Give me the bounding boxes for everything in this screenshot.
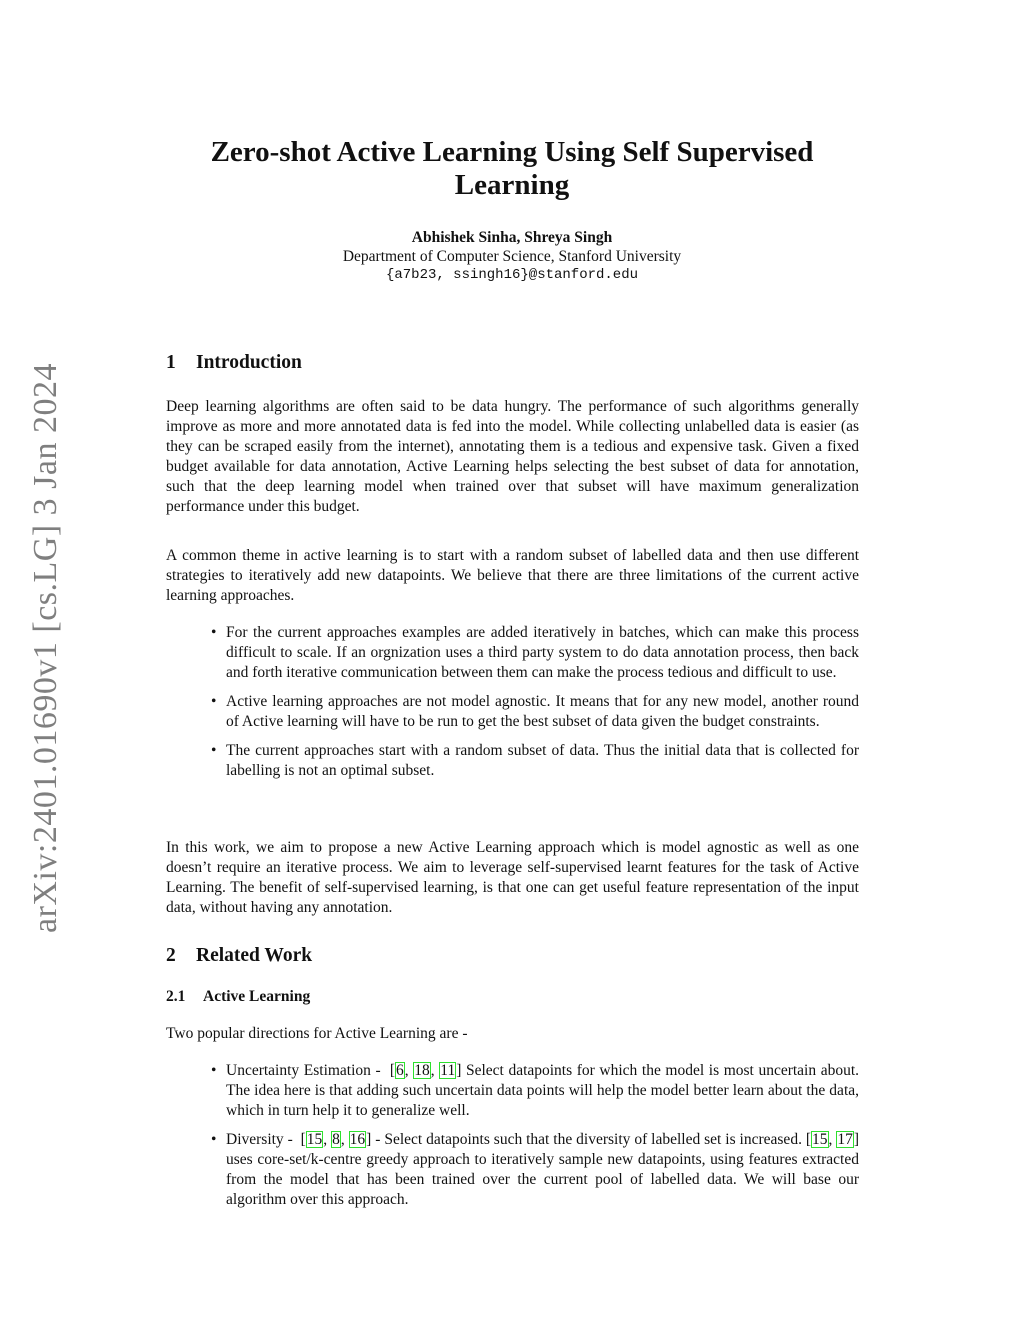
citation-link[interactable]: 6 [396,1062,404,1079]
paragraph-text: A common theme in active learning is to start with a random subset of labelled data and then use different strategies to iteratively add new datapoints. We believe that there are three limitations of the current active learning approaches. [166,547,859,604]
citation-link[interactable]: 15 [306,1131,323,1148]
related-intro [166,1024,859,1044]
intro-paragraph-1 [166,397,859,517]
section-title: Introduction [196,352,302,373]
citation-link[interactable]: 18 [414,1062,430,1079]
paragraph-text: Deep learning algorithms are often said to be data hungry. The performance of such algorithms generally improve as more and more annotated data is fed into the model. While collecting unlabelled data is easier (as they can be scraped easily from the internet), annotating them is a tedious and expensive task. Given a fixed budget available for data annotation, Active Learning helps selecting the best subset of data for annotation, such that the deep learning model when trained over that subset will have maximum generalization performance under this budget. [166,398,859,515]
arxiv-identifier: arXiv:2401.01690v1 [cs.LG] 3 Jan 2024 [27,363,64,933]
citation-link[interactable]: 15 [812,1131,828,1148]
list-item: • For the current approaches examples are added iteratively in batches, which can make this process difficult to scale. If an orgnization uses a third party system to do data annotation process, then back and forth iterative communication between them can make the process tedious and difficult to use. [226,623,859,683]
subsection-heading-active-learning [166,988,310,1006]
list-item: • Active learning approaches are not model agnostic. It means that for any new model, another round of Active learning will have to be run to get the best subset of data given the budget constraints. [226,692,859,732]
author-email: {a7b23, ssingh16}@stanford.edu [385,267,639,283]
directions-list [226,1061,859,1210]
bullet-text: - Select datapoints such that the diversity of labelled set is increased. [375,1131,802,1148]
list-item-uncertainty: • Uncertainty Estimation - [6, 18, 11] Select datapoints for which the model is most uncertain about. The idea here is that adding such uncertain data points will help the model better learn about the data, which in turn help it to generalize well. [226,1061,859,1121]
intro-paragraph-2 [166,546,859,606]
limitations-list [226,623,859,781]
section-number: 2 [166,945,176,966]
citation-link[interactable]: 8 [332,1131,340,1148]
author-names: Abhishek Sinha, Shreya Singh [411,229,613,246]
list-item: • The current approaches start with a random subset of data. Thus the initial data that is collected for labelling is not an optimal subset. [226,741,859,781]
paragraph-text: In this work, we aim to propose a new Active Learning approach which is model agnostic as well as one doesn’t require an iterative process. We aim to leverage self-supervised learnt features for the task of Active Learning. The benefit of self-supervised learning, is that one can get useful feature representation of the input data, without having any annotation. [166,839,859,916]
subsection-title: Active Learning [203,988,311,1005]
affiliation: Department of Computer Science, Stanford University [342,248,682,265]
citation-link[interactable]: 16 [349,1131,366,1148]
subsection-number: 2.1 [166,988,186,1005]
paragraph-text: Two popular directions for Active Learning are - [166,1025,468,1042]
citation-link[interactable]: 11 [440,1062,456,1079]
section-number: 1 [166,352,176,373]
section-heading-related-work [166,945,312,967]
bullet-lead: Uncertainty Estimation - [226,1062,381,1079]
bullet-lead: Diversity - [226,1131,293,1148]
citation-link[interactable]: 17 [837,1131,853,1148]
bullet-text: uses core-set/k-centre greedy approach to iteratively sample new datapoints, using features extracted from the model that has been trained over the current pool of labelled data. We will base our algorithm over this approach. [226,1151,859,1208]
paper-title: Zero-shot Active Learning Using Self Supervised Learning [210,136,814,201]
section-heading-introduction [166,352,302,374]
section-title: Related Work [196,945,313,966]
bullet-text: Select datapoints for which the model is most uncertain about. The idea here is that adding such uncertain data points will help the model better learn about the data, which in turn help it to generalize well. [226,1062,860,1119]
author-block [150,228,874,285]
list-item-diversity: • Diversity - [15, 8, 16] - Select datapoints such that the diversity of labelled set is increased. [15, 17] uses core-set/k-centre greedy approach to iteratively sample new datapoints, using features extracted from the model that has been trained over the current pool of labelled data. We will base our algorithm over this approach. [226,1130,859,1210]
intro-paragraph-3 [166,838,859,918]
